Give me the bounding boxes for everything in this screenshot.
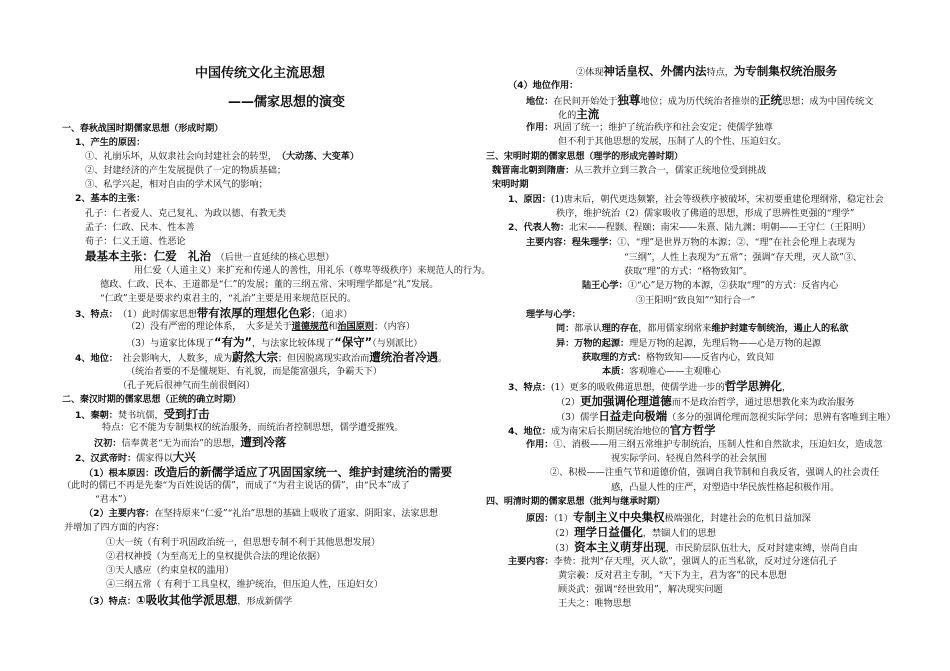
text-line: 化的主流 (558, 107, 600, 121)
text-line: ①、礼崩乐坏，从奴隶社会向封建社会的转型， （大动荡、大变革） (85, 151, 360, 162)
text-line: 1、原因：(1)唐末后，朝代更迭频繁，社会等级秩序被破坏，宋初要重建伦理纲常，稳定社会 (508, 194, 884, 205)
text-line: 作用：①、消极——用三纲五常维护专制统治，压制人性和自然欲求，压迫妇女，造成忽 (526, 439, 883, 450)
text-line: （统治者要的不是懂规矩、有礼貌，而是能富强兵，争霸天下） (126, 366, 382, 377)
text-line: ③天人感应（约束皇权的滥用） (106, 565, 234, 576)
section-heading: 一、春秋战国时期儒家思想（形成时期） (62, 124, 224, 134)
text-line: （2）主要内容：在坚持原来“仁爱”“礼治”思想的基础上吸收了道家、阴阳家、法家思想 (84, 508, 438, 519)
text-line: 4、地位：成为南宋后长期居统治地位的官方哲学 (508, 423, 716, 437)
section-heading: 四、明清时期的儒家思想（批判与继承时期） (486, 497, 666, 507)
subheading: 2、基本的主张： (75, 193, 146, 204)
doc-subtitle: ——儒家思想的演变 (228, 95, 346, 110)
text-line: 秩序，维护统治（2）儒家吸收了佛道的思想，形成了思辨性更强的“理学” (556, 208, 855, 219)
text-line: 地位：在民间开始处于独尊地位；成为历代统治者推崇的正统思想；成为中国传统文 (526, 93, 874, 107)
text-line: （1）根本原因：改造后的新儒学适应了巩固国家统一、维护封建统治的需要 (84, 465, 453, 479)
text-line: （2）更加强调伦理道德而不是政治哲学，通过思想教化来为政治服务 (556, 394, 855, 408)
text-line: （此时的儒已不再是先秦“为百姓说话的儒”，而成了“为君主说话的儒”，由“民本”成了 (62, 480, 410, 491)
text-line: 1、秦朝：焚书坑儒，受到打击 (75, 407, 210, 421)
text-line: 魏晋南北朝到隋唐：从三教并立到三教合一，儒家正统地位受到挑战 (492, 165, 767, 176)
subheading: 宋明时期 (492, 179, 529, 190)
text-line: 但不利于其他思想的发展，压制了人的个性、压迫妇女。 (558, 136, 787, 147)
text-line: （3）与道家比体现了“有为”，与法家比较体现了“保守”（与别派比） (126, 335, 423, 349)
text-line: 异：万物的起源：理是万物的起源，先理后物——心是万物的起源 (556, 338, 821, 349)
text-line: ①大一统（有利于巩固政治统一，但思想专制不利于其他思想发展） (106, 537, 381, 548)
text-line: 黄宗羲：反对君主专制，“天下为主，君为客”的民本思想 (558, 570, 787, 581)
text-line: （2）没有严密的理论体系， 大多是关于道德规范和治国原则；（内容） (126, 321, 416, 332)
section-heading: 三、宋明时期的儒家思想（理学的形成完善时期） (486, 152, 683, 162)
text-line: （2）理学日益僵化，禁锢人们的思想 (550, 525, 716, 539)
text-line: 并增加了四方面的内容： (64, 522, 165, 533)
text-line: 用仁爱（人道主义）来扩充和传递人的善性，用礼乐（尊卑等级秩序）来规范人的行为。 (134, 265, 491, 276)
subheading: 1、产生的原因： (75, 137, 146, 148)
text-line: ②、封建经济的产生发展提供了一定的物质基础； (85, 165, 287, 176)
text-line: 汉初：信奉黄老“无为而治”的思想，遭到冷落 (94, 435, 287, 449)
text-line: 孟子：仁政、民本、性本善 (85, 222, 195, 233)
text-line: 原因：（1）专制主义中央集权极端强化，封建社会的危机日益加深 (526, 510, 811, 524)
text-line: 3、特点：(1）更多的吸收佛道思想，使儒学进一步的哲学思辨化， (508, 379, 792, 393)
text-line: 顾炎武：强调“经世致用”，解决现实问题 (558, 584, 723, 595)
text-line: ②体现神话皇权、外儒内法特点，为专制集权统治服务 (576, 64, 837, 78)
text-line: ④三纲五常（ 有利于工具皇权，维护统治，但压迫人性，压迫妇女） (106, 579, 383, 590)
text-line: “仁政”主要是要求约束君主的，“礼治”主要是用来规范臣民的。 (100, 293, 357, 304)
text-line: 2、汉武帝时：儒家得以大兴 (75, 450, 196, 464)
text-line: （3）特点：①吸收其他学派思想，形成新儒学 (84, 593, 293, 607)
text-line: （孔子死后很神气而生前很倒闷） (118, 380, 256, 391)
text-line: ③、私学兴起，相对自由的学术风气的影响； (85, 179, 268, 190)
text-line: “三纲”，人性上表现为“五常”；强调“存天理，灭人欲”③、 (624, 252, 863, 263)
text-line: ②君权神授（为至高无上的皇权提供合法的理论依据） (106, 551, 326, 562)
text-line: 同：都承认理的存在，都用儒家纲常来维护封建专制统治，遏止人的私欲 (556, 323, 849, 334)
text-line: 4、地位： 社会影响大，人数多，成为蔚然大宗；但因脱离现实政治而遭统治者冷遇。 (75, 350, 448, 364)
text-line: 特点：它不能为专制集权的统治服务，而统治者控制思想，儒学遭受摧残。 (102, 422, 404, 433)
text-line: 主要内容：李贽：批判“存天理，灭人欲”，强调人的正当私欲，反对过分迷信孔子 (508, 556, 838, 567)
text-line: 陆王心学：①“心”是万物的本源，②获取“理”的方式：反省内心 (582, 280, 839, 291)
subheading: 理学与心学： (526, 309, 581, 320)
text-line: 王夫之：唯物思想 (558, 598, 632, 609)
text-line: 荀子：仁义王道、性恶论 (85, 236, 186, 247)
text-line: 视实际学问、轻视自然科学的社会氛围 (611, 453, 767, 464)
text-line: 本质：客观唯心——主观唯心 (602, 366, 721, 377)
text-line: 感，凸显人性的庄严，对塑造中华民族性格起积极作用。 (611, 482, 840, 493)
doc-title: 中国传统文化主流思想 (195, 66, 326, 81)
text-line: （3）资本主义萌芽出现，市民阶层队伍壮大，反对封建束缚，崇尚自由 (550, 540, 858, 554)
text-line: 主要内容：程朱理学：①、“理”是世界万物的本源；②、“理”在社会伦理上表现为 (526, 237, 856, 248)
text-line: ②、积极——注重气节和道德价值，强调自我节制和自我反省，强调人的社会责任 (550, 467, 879, 478)
text-line: 德政、仁政、民本、王道都是“仁”的发展；董的三纲五常、宋明理学都是“礼”发展。 (100, 279, 439, 290)
text-line: （3）儒学日益走向极端（多分的强调伦理而忽视实际学问；思辨有客唯到主唯） (556, 409, 896, 423)
text-line: 2、代表人物：北宋——程颢、程颐；南宋——朱熹、陆九渊；明朝——王守仁（王阳明） (508, 222, 871, 233)
text-line: “君本”） (95, 494, 132, 505)
text-line: ③王阳明“致良知”“知行合一” (636, 295, 756, 306)
subheading: （4）地位作用： (508, 80, 579, 91)
text-line: 作用：巩固了统一；维护了统治秩序和社会安定；使儒学独尊 (526, 122, 773, 133)
text-line: 3、特点： （1）此时儒家思想带有浓厚的理想化色彩；（追求） (75, 306, 353, 320)
text-line: 孔子：仁者爱人、克己复礼、为政以德、有教无类 (85, 208, 287, 219)
text-line: 获取“理”的方式：“格物致知”。 (624, 266, 753, 277)
section-heading: 二、秦汉时期的儒家思想（正统的确立时期） (62, 395, 242, 405)
text-line: 获取理的方式：格物致知——反省内心，致良知 (582, 352, 774, 363)
text-line: 最基本主张：仁爱 礼治 （后世一直延续的核心思想） (85, 249, 335, 263)
